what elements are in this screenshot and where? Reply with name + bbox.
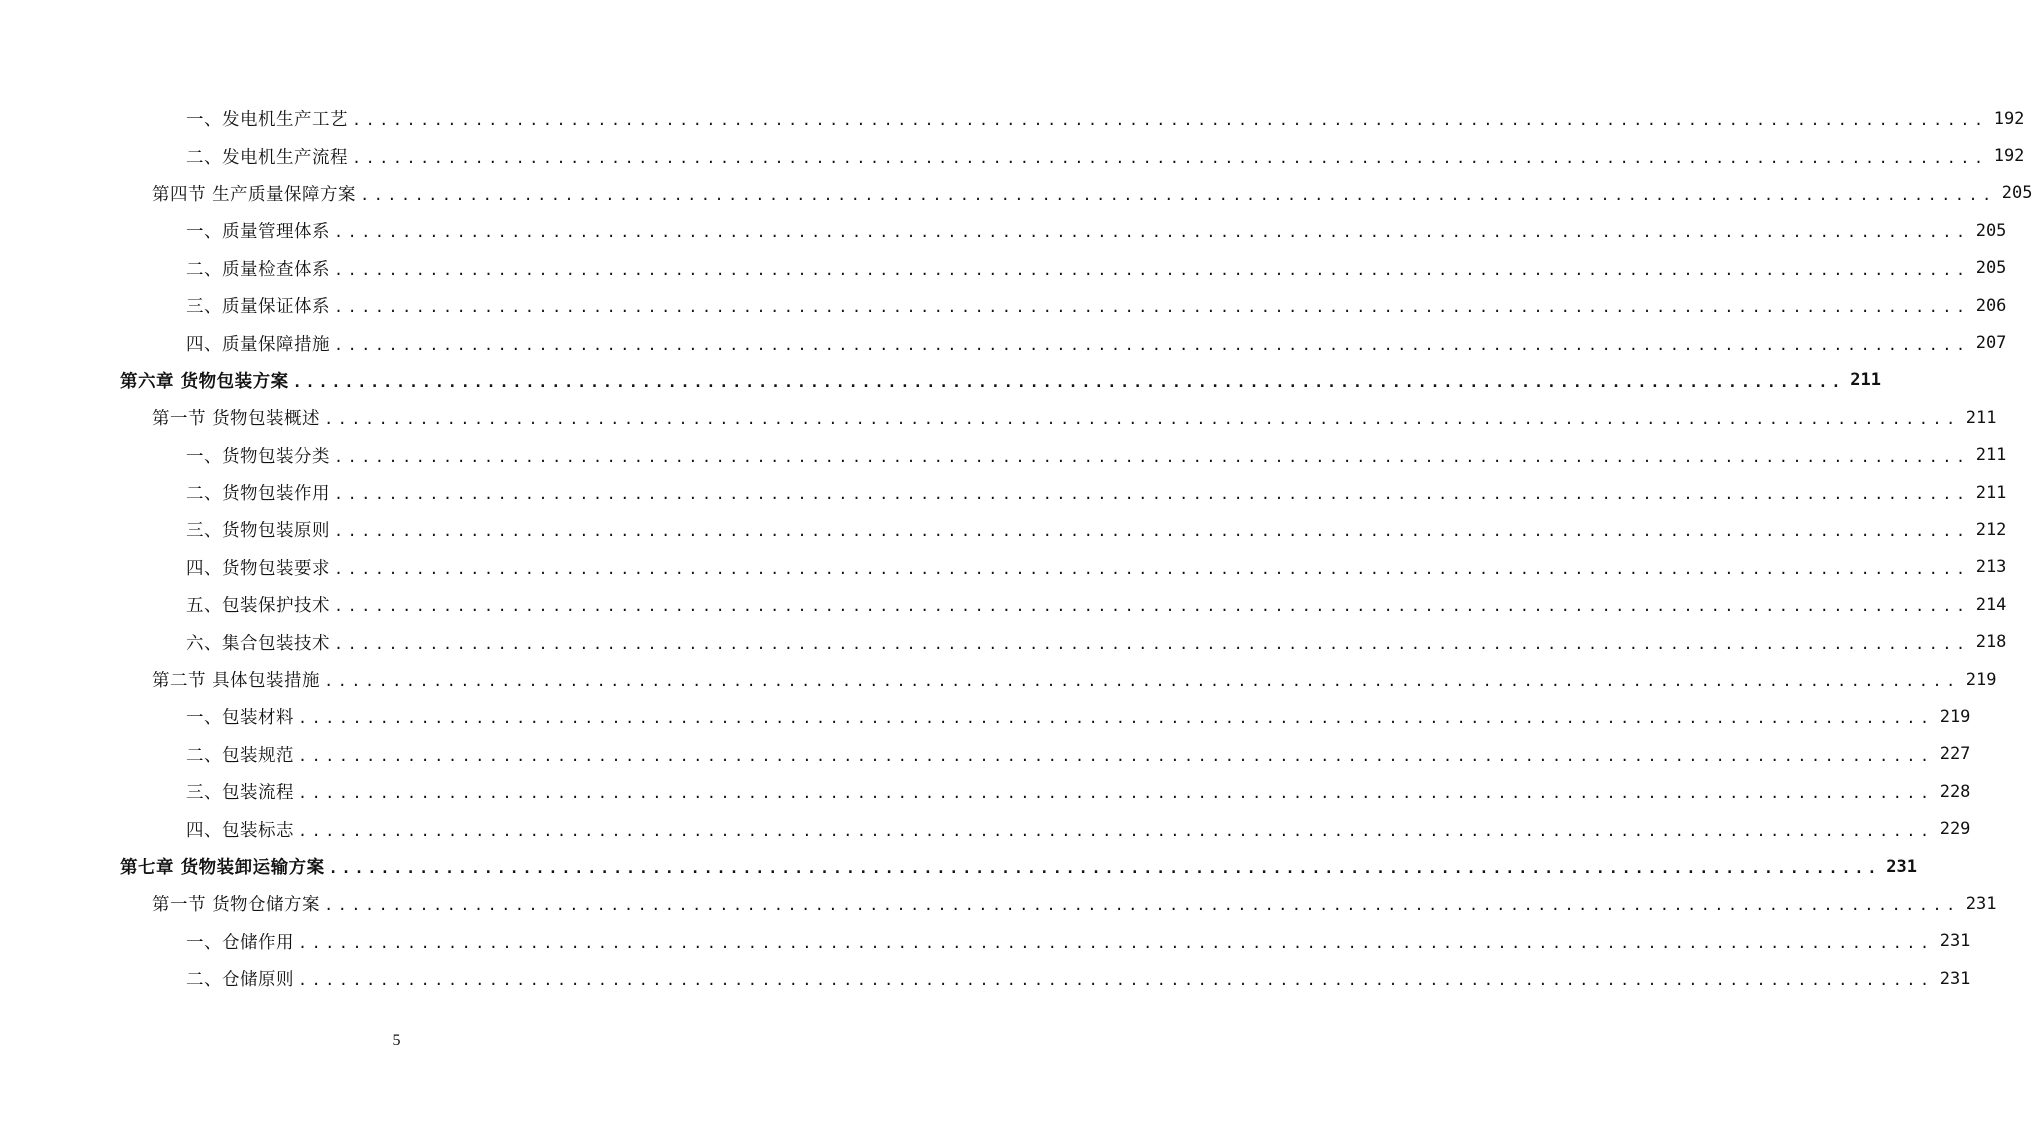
toc-entry-page: 192 — [1993, 146, 2025, 167]
toc-entry[interactable] — [0, 474, 2007, 511]
dot-leader: ........................................................................................................................ — [334, 260, 1970, 279]
toc-entry-title: 四、货物包装要求 — [186, 558, 330, 579]
toc-entry-title: 三、包装流程 — [186, 783, 294, 804]
toc-entry-title: 第一节 货物仓储方案 — [152, 895, 321, 916]
toc-entry-page: 212 — [1975, 519, 2007, 540]
toc-entry-title: 二、包装规范 — [186, 745, 294, 766]
toc-entry-page: 205 — [2001, 183, 2032, 204]
toc-entry-page: 231 — [1886, 856, 1918, 877]
dot-leader: ........................................................................................................................ — [328, 859, 1881, 877]
toc-entry[interactable] — [0, 212, 2007, 249]
toc-entry-title: 二、仓储原则 — [186, 970, 294, 991]
toc-entry-page: 211 — [1965, 407, 1997, 428]
toc-entry-page: 219 — [1939, 706, 1971, 727]
toc-entry-page: 211 — [1975, 482, 2007, 503]
toc-entry-title: 六、集合包装技术 — [186, 633, 330, 654]
toc-entry-title: 二、货物包装作用 — [186, 484, 330, 505]
toc-entry[interactable] — [0, 810, 1971, 847]
table-of-contents — [0, 100, 2032, 997]
toc-entry-title: 四、质量保障措施 — [186, 334, 330, 355]
dot-leader: ........................................................................................................................ — [298, 784, 1934, 803]
toc-entry[interactable] — [0, 736, 1971, 773]
toc-entry[interactable] — [0, 586, 2007, 623]
dot-leader: ........................................................................................................................ — [324, 410, 1960, 429]
toc-entry-page: 213 — [1975, 557, 2007, 578]
toc-entry-title: 一、发电机生产工艺 — [186, 110, 348, 131]
toc-entry-page: 231 — [1965, 893, 1997, 914]
toc-entry-page: 211 — [1975, 445, 2007, 466]
toc-entry-page: 231 — [1939, 968, 1971, 989]
dot-leader: ........................................................................................................................ — [298, 933, 1934, 952]
toc-entry-page: 207 — [1975, 333, 2007, 354]
toc-entry[interactable] — [0, 287, 2007, 324]
toc-entry[interactable] — [0, 100, 2025, 137]
toc-entry-page: 211 — [1850, 370, 1882, 391]
dot-leader: ........................................................................................................................ — [298, 821, 1934, 840]
toc-entry[interactable] — [0, 250, 2007, 287]
toc-entry-page: 205 — [1975, 258, 2007, 279]
toc-entry-page: 229 — [1939, 819, 1971, 840]
toc-entry-title: 第七章 货物装卸运输方案 — [120, 858, 325, 878]
toc-entry-title: 第四节 生产质量保障方案 — [152, 184, 357, 205]
dot-leader: ........................................................................................................................ — [298, 971, 1934, 990]
toc-entry-page: 206 — [1975, 295, 2007, 316]
toc-entry-title: 五、包装保护技术 — [186, 596, 330, 617]
toc-entry[interactable] — [0, 362, 1882, 399]
toc-entry[interactable] — [0, 549, 2007, 586]
toc-entry[interactable] — [0, 960, 1971, 997]
toc-entry-title: 第六章 货物包装方案 — [120, 371, 289, 392]
dot-leader: ........................................................................................................................ — [334, 597, 1970, 616]
toc-entry-title: 三、货物包装原则 — [186, 521, 330, 542]
dot-leader: ........................................................................................................................ — [352, 111, 1988, 130]
toc-entry-page: 192 — [1993, 108, 2025, 129]
dot-leader: ........................................................................................................................ — [334, 298, 1970, 317]
dot-leader: ........................................................................................................................ — [292, 372, 1845, 391]
toc-entry-title: 三、质量保证体系 — [186, 297, 330, 318]
toc-entry[interactable] — [0, 137, 2025, 174]
dot-leader: ........................................................................................................................ — [352, 148, 1988, 167]
toc-entry-title: 一、包装材料 — [186, 708, 294, 729]
toc-entry[interactable] — [0, 437, 2007, 474]
toc-entry-title: 第二节 具体包装措施 — [152, 671, 321, 692]
toc-entry-title: 一、货物包装分类 — [186, 446, 330, 467]
dot-leader: ........................................................................................................................ — [334, 223, 1970, 242]
dot-leader: ........................................................................................................................ — [324, 672, 1960, 691]
toc-entry-title: 一、仓储作用 — [186, 932, 294, 953]
toc-entry[interactable] — [0, 698, 1971, 735]
toc-entry[interactable] — [0, 923, 1971, 960]
dot-leader: ........................................................................................................................ — [334, 559, 1970, 578]
dot-leader: ........................................................................................................................ — [334, 634, 1970, 653]
toc-entry-page: 218 — [1975, 632, 2007, 653]
toc-entry-title: 二、质量检查体系 — [186, 259, 330, 280]
toc-entry[interactable] — [0, 623, 2007, 660]
dot-leader: ........................................................................................................................ — [360, 185, 1996, 204]
toc-entry[interactable] — [0, 661, 1997, 698]
toc-entry-page: 231 — [1939, 931, 1971, 952]
toc-entry-title: 一、质量管理体系 — [186, 222, 330, 243]
toc-entry[interactable] — [0, 175, 2032, 212]
dot-leader: ........................................................................................................................ — [334, 447, 1970, 466]
toc-entry-page: 219 — [1965, 669, 1997, 690]
toc-entry[interactable] — [0, 848, 1918, 885]
toc-entry[interactable] — [0, 885, 1997, 922]
dot-leader: ........................................................................................................................ — [298, 746, 1934, 765]
dot-leader: ........................................................................................................................ — [334, 485, 1970, 504]
toc-entry-page: 214 — [1975, 594, 2007, 615]
toc-entry-title: 四、包装标志 — [186, 820, 294, 841]
toc-entry[interactable] — [0, 511, 2007, 548]
toc-entry[interactable] — [0, 773, 1971, 810]
toc-entry-title: 二、发电机生产流程 — [186, 147, 348, 168]
toc-entry-title: 第一节 货物包装概述 — [152, 409, 321, 430]
toc-entry[interactable] — [0, 399, 1997, 436]
dot-leader: ........................................................................................................................ — [334, 522, 1970, 541]
dot-leader: ........................................................................................................................ — [298, 709, 1934, 728]
toc-entry-page: 228 — [1939, 781, 1971, 802]
dot-leader: ........................................................................................................................ — [324, 896, 1960, 915]
dot-leader: ........................................................................................................................ — [334, 335, 1970, 354]
toc-entry-page: 227 — [1939, 744, 1971, 765]
toc-entry-page: 205 — [1975, 220, 2007, 241]
page-number: 5 — [392, 1032, 401, 1049]
toc-entry[interactable] — [0, 324, 2007, 361]
